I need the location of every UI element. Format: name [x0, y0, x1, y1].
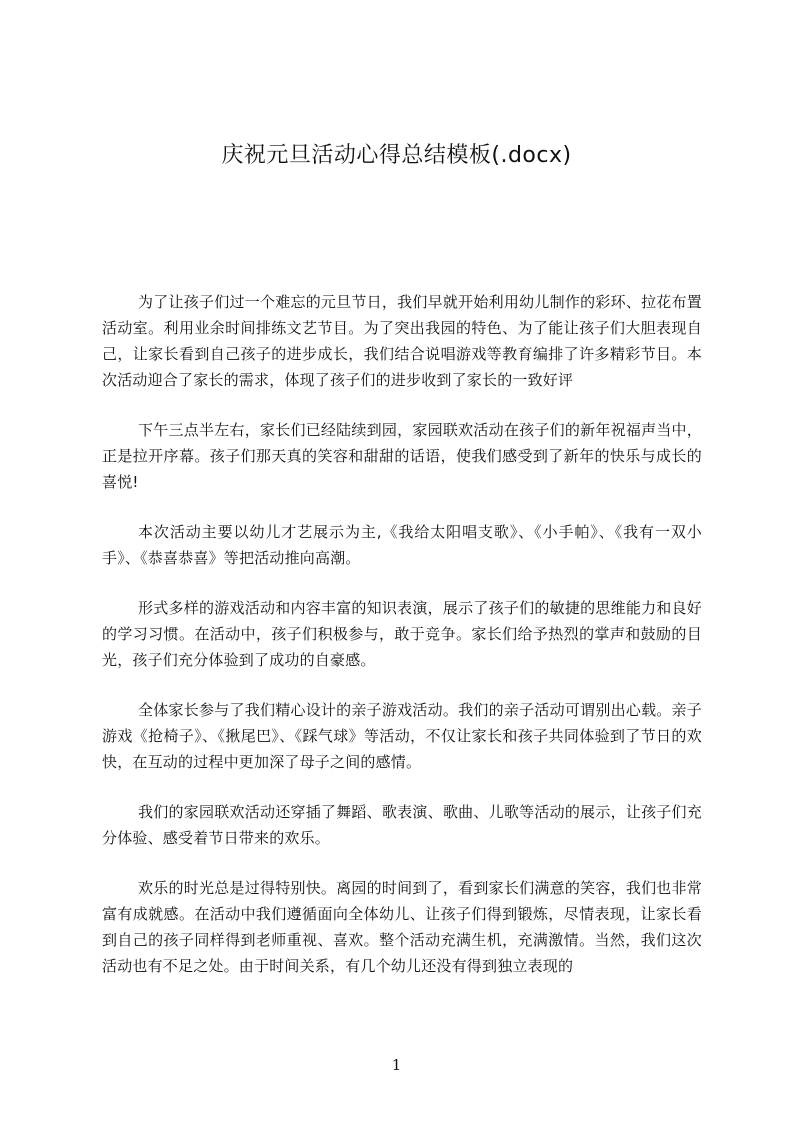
page-number: 1	[391, 1056, 402, 1074]
paragraph: 形式多样的游戏活动和内容丰富的知识表演，展示了孩子们的敏捷的思维能力和良好的学习习惯。在活动中，孩子们积极参与，敢于竞争。家长们给予热烈的掌声和鼓励的目光，孩子们充分体验到了成功的自豪感。	[102, 599, 702, 669]
document-body	[102, 289, 702, 1003]
document-title: 庆祝元旦活动心得总结模板(.docx)	[221, 143, 572, 168]
paragraph: 我们的家园联欢活动还穿插了舞蹈、歌表演、歌曲、儿歌等活动的展示，让孩子们充分体验、感受着节日带来的欢乐。	[102, 803, 702, 847]
paragraph: 为了让孩子们过一个难忘的元旦节日，我们早就开始利用幼儿制作的彩环、拉花布置活动室。利用业余时间排练文艺节目。为了突出我园的特色、为了能让孩子们大胆表现自己，让家长看到自己孩子的进步成长，我们结合说唱游戏等教育编排了许多精彩节目。本次活动迎合了家长的需求，体现了孩子们的进步收到了家长的一致好评	[102, 293, 702, 389]
paragraph: 下午三点半左右，家长们已经陆续到园，家园联欢活动在孩子们的新年祝福声当中，正是拉开序幕。孩子们那天真的笑容和甜甜的话语，使我们感受到了新年的快乐与成长的喜悦!	[102, 421, 702, 491]
paragraph: 全体家长参与了我们精心设计的亲子游戏活动。我们的亲子活动可谓别出心载。亲子游戏《抢椅子》、《揪尾巴》、《踩气球》等活动，不仅让家长和孩子共同体验到了节日的欢快，在互动的过程中更加深了母子之间的感情。	[102, 701, 702, 771]
paragraph: 本次活动主要以幼儿才艺展示为主,《我给太阳唱支歌》、《小手帕》、《我有一双小手》、《恭喜恭喜》等把活动推向高潮。	[102, 523, 702, 567]
paragraph: 欢乐的时光总是过得特别快。离园的时间到了，看到家长们满意的笑容，我们也非常富有成就感。在活动中我们遵循面向全体幼儿、让孩子们得到锻炼，尽情表现，让家长看到自己的孩子同样得到老师重视、喜欢。整个活动充满生机，充满激情。当然，我们这次活动也有不足之处。由于时间关系，有几个幼儿还没有得到独立表现的	[102, 879, 702, 975]
